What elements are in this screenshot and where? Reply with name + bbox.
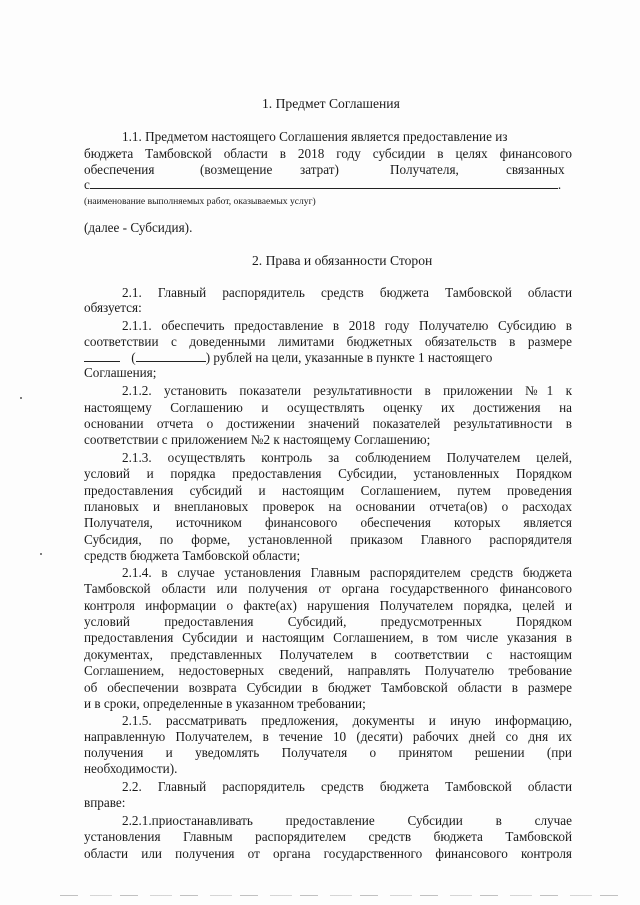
para-2-2-line1: 2.2. Главный распорядитель средств бюджета Тамбовской области	[122, 779, 572, 794]
para-2-1-3-line4: плановых и внеплановых проверок на основании отчета(ов) о расходах	[84, 499, 572, 514]
para-2-1-2-line3: основании отчета о достижении значений показателей результативности в	[84, 416, 572, 431]
para-1-1-line4	[84, 177, 561, 192]
amount-blank	[84, 350, 120, 362]
para-2-1-2-line4: соответствии с приложением №2 к настоящему Соглашению;	[84, 432, 431, 447]
para-2-1-4-line6: документах, представленных Получателем в соответствии с настоящим	[84, 647, 572, 662]
blank-caption: (наименование выполняемых работ, оказываемых услуг)	[84, 196, 316, 207]
open-paren: (	[131, 350, 136, 365]
para-2-1-3-line2: условий и порядка предоставления Субсидии, установленных Порядком	[84, 466, 572, 481]
para-2-1-1-line2: соответствии с доведенными лимитами бюджетных обязательств в размере	[84, 334, 572, 349]
para-1-1-word1: обеспечения	[84, 162, 155, 177]
para-1-1-line2: бюджета Тамбовской области в 2018 году субсидии в целях финансового	[84, 146, 572, 161]
para-1-1-word2: (возмещение	[200, 162, 273, 177]
para-2-1-3-line6: Субсидия, по форме, установленной приказом Главного распорядителя	[84, 532, 572, 547]
para-2-1-2-line1: 2.1.2. установить показатели результативности в приложении №1 к	[122, 383, 572, 398]
para-2-1-line2: обязуется:	[84, 300, 142, 315]
para-1-1-line1: 1.1. Предметом настоящего Соглашения является предоставление из	[122, 129, 508, 144]
para-2-1-4-line2: Тамбовской области или получения от органа государственного финансового	[84, 581, 572, 596]
para-2-1-5-line3: получения и уведомлять Получателя о принятом решении (при	[84, 745, 572, 760]
para-2-2-1-line2: установления Главным распорядителем средств бюджета Тамбовской	[84, 829, 572, 844]
blank-line	[90, 177, 558, 189]
para-2-1-4-line5: предоставления Субсидии и настоящим Соглашением, в том числе указания в	[84, 630, 572, 645]
para-2-1-4-line4: условий предоставления Субсидий, предусмотренных Порядком	[84, 614, 572, 629]
para-2-1-5-line4: необходимости).	[84, 761, 178, 776]
subsidy-definition: (далее - Субсидия).	[84, 220, 193, 235]
para-2-1-5-line1: 2.1.5. рассматривать предложения, документы и иную информацию,	[122, 713, 572, 728]
para-2-1-3-line1: 2.1.3. осуществлять контроль за соблюдением Получателем целей,	[122, 450, 572, 465]
para-2-1-4-line1: 2.1.4. в случае установления Главным распорядителем средств бюджета	[122, 565, 572, 580]
para-2-2-1-line1: 2.2.1.приостанавливать предоставление Субсидии в случае	[122, 813, 572, 828]
para-1-1-word5: связанных	[506, 162, 565, 177]
para-2-1-3-line5: Получателя, источником финансового обеспечения которых является	[84, 515, 572, 530]
section-1-title: 1. Предмет Соглашения	[262, 96, 400, 111]
para-2-1-1-line3-text: ) рублей на цели, указанные в пункте 1 настоящего	[205, 350, 493, 365]
para-1-1-word3: затрат)	[300, 162, 339, 177]
para-2-1-line1: 2.1. Главный распорядитель средств бюджета Тамбовской области	[122, 285, 572, 300]
para-2-2-1-line3: области или получения от органа государственного финансового контроля	[84, 846, 572, 861]
para-2-1-4-line3: контроля информации о факте(ах) нарушения Получателем порядка, целей и	[84, 598, 572, 613]
scan-speck	[20, 397, 22, 399]
para-2-1-4-line8: об обеспечении возврата Субсидии в бюджет Тамбовской области в размере	[84, 680, 572, 695]
para-2-1-1-line1: 2.1.1. обеспечить предоставление в 2018 году Получателю Субсидию в	[122, 318, 572, 333]
scan-bottom-noise	[60, 895, 620, 896]
para-2-2-line2: вправе:	[84, 795, 126, 810]
amount-words-blank	[136, 350, 206, 362]
para-2-1-4-line9: и в сроки, определенные в указанном требовании;	[84, 696, 366, 711]
line-end-dot: .	[557, 177, 562, 192]
prefix-c: с	[84, 177, 90, 192]
para-2-1-3-line3: предоставления субсидий и настоящим Соглашением, путем проведения	[84, 483, 572, 498]
para-2-1-1-line4: Соглашения;	[84, 365, 157, 380]
section-2-title: 2. Права и обязанности Сторон	[252, 253, 433, 268]
para-2-1-3-line7: средств бюджета Тамбовской области;	[84, 548, 301, 563]
para-1-1-word4: Получателя,	[390, 162, 459, 177]
scan-speck	[40, 553, 42, 555]
para-2-1-1-line3	[84, 350, 572, 365]
para-2-1-2-line2: настоящему Соглашению и осуществлять оценку их достижения на	[84, 400, 572, 415]
para-2-1-4-line7: Соглашением, недостоверных сведений, направлять Получателю требование	[84, 663, 572, 678]
para-2-1-5-line2: направленную Получателем, в течение 10 (десяти) рабочих дней со дня их	[84, 729, 572, 744]
